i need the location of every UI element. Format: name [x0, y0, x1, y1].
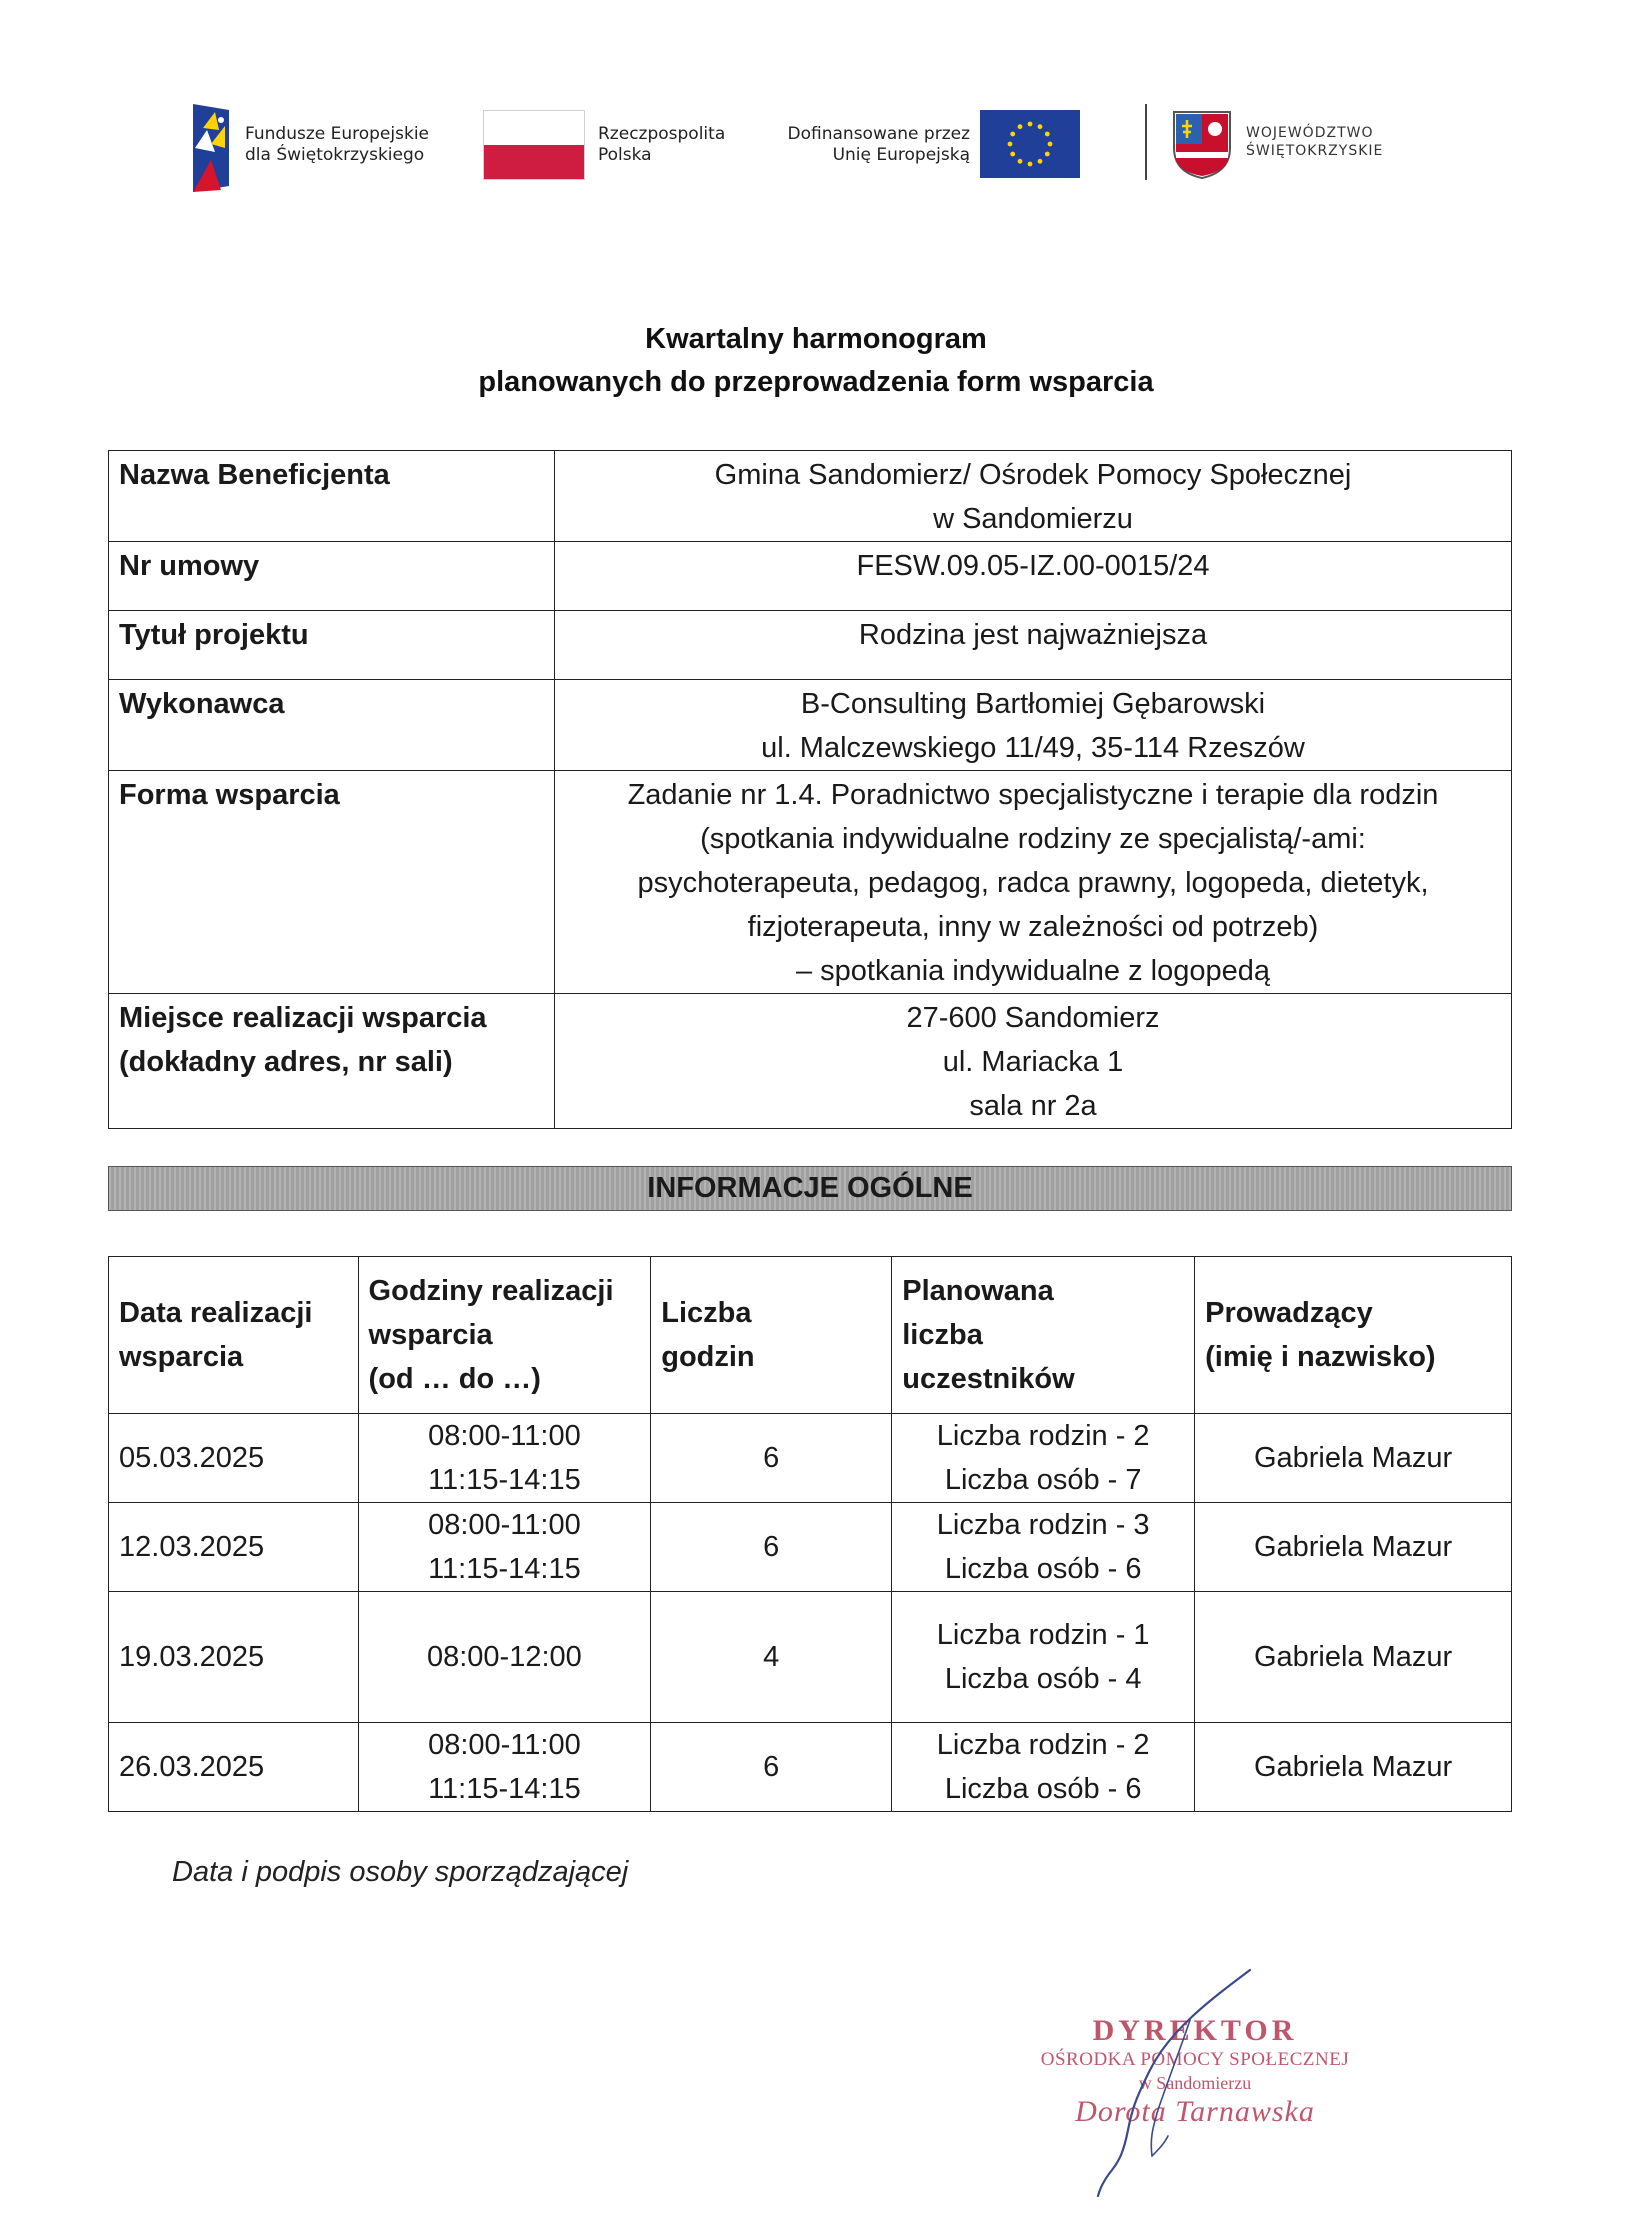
row-hours-line: 08:00-11:00 [428, 1420, 581, 1452]
eu-cofunding-line2: Unię Europejską [832, 145, 970, 165]
republic-of-poland-line1: Rzeczpospolita [598, 124, 726, 144]
header-hour-count [651, 1257, 892, 1414]
header-participants [892, 1257, 1195, 1414]
signature-label: Data i podpis osoby sporządzającej [172, 1856, 629, 1888]
contractor-label: Wykonawca [109, 680, 555, 771]
row-hour-count: 6 [651, 1503, 892, 1592]
table-row [109, 1723, 1512, 1812]
republic-of-poland-line2: Polska [598, 145, 652, 165]
header-hours [358, 1257, 651, 1414]
row-hours-line: 08:00-11:00 [428, 1729, 581, 1761]
european-funds-logo [185, 100, 445, 200]
european-funds-line1: Fundusze Europejskie [245, 124, 429, 144]
project-title-label: Tytuł projektu [109, 611, 555, 680]
row-hours-line: 11:15-14:15 [428, 1553, 581, 1585]
region-line1: WOJEWÓDZTWO [1246, 125, 1374, 141]
place-label-line1: Miejsce realizacji wsparcia [119, 1002, 487, 1034]
region-crest-icon [1170, 108, 1234, 180]
beneficiary-row [109, 451, 1512, 542]
row-leader: Gabriela Mazur [1195, 1503, 1512, 1592]
header-participants-line: Planowana [902, 1275, 1054, 1307]
region-line2: ŚWIĘTOKRZYSKIE [1246, 143, 1384, 159]
row-participants-line: Liczba osób - 6 [944, 1773, 1142, 1805]
stamp-institution: OŚRODKA POMOCY SPOŁECZNEJ [1040, 2049, 1350, 2070]
row-date: 19.03.2025 [109, 1592, 359, 1723]
row-leader: Gabriela Mazur [1195, 1723, 1512, 1812]
eu-cofunding-line1: Dofinansowane przez [787, 124, 970, 144]
row-participants [892, 1503, 1195, 1592]
contract-value: FESW.09.05-IZ.00-0015/24 [555, 542, 1512, 611]
place-value-line: ul. Mariacka 1 [942, 1046, 1124, 1078]
handwritten-signature-icon [1040, 1960, 1270, 2200]
stamp-name: Dorota Tarnawska [1075, 2095, 1315, 2128]
place-value [555, 994, 1512, 1129]
header-hour-count-line: godzin [661, 1341, 755, 1373]
contractor-value-line1: B-Consulting Bartłomiej Gębarowski [800, 688, 1266, 720]
european-funds-line2: dla Świętokrzyskiego [245, 145, 425, 165]
header-hours-line: Godziny realizacji [368, 1275, 614, 1307]
stamp-title: DYREKTOR [1092, 2014, 1298, 2047]
row-participants-line: Liczba rodzin - 1 [936, 1619, 1150, 1651]
row-hours [358, 1592, 651, 1723]
support-form-line: fizjoterapeuta, inny w zależności od potrzeb) [747, 911, 1319, 943]
row-date: 05.03.2025 [109, 1414, 359, 1503]
document-title [0, 318, 1632, 404]
header-participants-line: liczba [902, 1319, 983, 1351]
support-form-value [555, 771, 1512, 994]
row-hours-line: 11:15-14:15 [428, 1773, 581, 1805]
general-info-banner-text: INFORMACJE OGÓLNE [647, 1172, 973, 1204]
row-hour-count: 4 [651, 1592, 892, 1723]
row-participants-line: Liczba osób - 4 [944, 1663, 1142, 1695]
eu-cofunding-logo [775, 100, 1115, 200]
eu-flag-icon [980, 110, 1080, 178]
row-date: 12.03.2025 [109, 1503, 359, 1592]
row-participants-line: Liczba osób - 7 [944, 1464, 1142, 1496]
logo-separator [1145, 104, 1147, 180]
contractor-value [555, 680, 1512, 771]
row-hours-line: 08:00-12:00 [426, 1641, 582, 1673]
document-title-line2: planowanych do przeprowadzenia form wsparcia [478, 366, 1154, 398]
header-date-line: wsparcia [119, 1341, 244, 1373]
schedule-table [108, 1256, 1512, 1812]
place-value-line: sala nr 2a [969, 1090, 1097, 1122]
beneficiary-label: Nazwa Beneficjenta [109, 451, 555, 542]
table-row [109, 1592, 1512, 1723]
contractor-value-line2: ul. Malczewskiego 11/49, 35-114 Rzeszów [761, 732, 1305, 764]
row-participants [892, 1414, 1195, 1503]
row-hours-line: 08:00-11:00 [428, 1509, 581, 1541]
row-date: 26.03.2025 [109, 1723, 359, 1812]
row-participants [892, 1723, 1195, 1812]
project-title-row [109, 611, 1512, 680]
stamp-city: w Sandomierzu [1138, 2073, 1252, 2093]
general-info-banner [108, 1166, 1512, 1211]
row-hours [358, 1723, 651, 1812]
project-title-value: Rodzina jest najważniejsza [555, 611, 1512, 680]
european-funds-flag-icon [185, 100, 235, 192]
row-hours [358, 1414, 651, 1503]
swietokrzyskie-region-logo [1170, 100, 1460, 200]
header-date [109, 1257, 359, 1414]
header-leader-line: Prowadzący [1205, 1297, 1373, 1329]
support-form-line: – spotkania indywidualne z logopedą [795, 955, 1270, 987]
beneficiary-value [555, 451, 1512, 542]
support-form-label: Forma wsparcia [109, 771, 555, 994]
row-hour-count: 6 [651, 1414, 892, 1503]
beneficiary-value-line2: w Sandomierzu [933, 503, 1133, 535]
schedule-header-row [109, 1257, 1512, 1414]
row-participants-line: Liczba osób - 6 [944, 1553, 1142, 1585]
header-leader-line: (imię i nazwisko) [1205, 1341, 1436, 1373]
beneficiary-value-line1: Gmina Sandomierz/ Ośrodek Pomocy Społecznej [714, 459, 1352, 491]
project-info-table [108, 450, 1512, 1129]
row-participants [892, 1592, 1195, 1723]
support-form-line: Zadanie nr 1.4. Poradnictwo specjalistyczne i terapie dla rodzin [627, 779, 1439, 811]
row-participants-line: Liczba rodzin - 2 [936, 1729, 1150, 1761]
place-value-line: 27-600 Sandomierz [906, 1002, 1160, 1034]
row-hours-line: 11:15-14:15 [428, 1464, 581, 1496]
support-form-line: psychoterapeuta, pedagog, radca prawny, logopeda, dietetyk, [637, 867, 1429, 899]
row-leader: Gabriela Mazur [1195, 1592, 1512, 1723]
support-form-line: (spotkania indywidualne rodziny ze specjalistą/-ami: [700, 823, 1366, 855]
table-row [109, 1414, 1512, 1503]
header-participants-line: uczestników [902, 1363, 1075, 1395]
header-hours-line: wsparcia [368, 1319, 493, 1351]
header-date-line: Data realizacji [119, 1297, 313, 1329]
place-label-line2: (dokładny adres, nr sali) [119, 1046, 453, 1078]
contract-row [109, 542, 1512, 611]
row-participants-line: Liczba rodzin - 3 [936, 1509, 1150, 1541]
contractor-row [109, 680, 1512, 771]
support-form-row [109, 771, 1512, 994]
header-hour-count-line: Liczba [661, 1297, 752, 1329]
row-hours [358, 1503, 651, 1592]
place-label [109, 994, 555, 1129]
polish-flag-icon [483, 110, 585, 180]
contract-label: Nr umowy [109, 542, 555, 611]
header-hours-line: (od … do …) [368, 1363, 541, 1395]
row-leader: Gabriela Mazur [1195, 1414, 1512, 1503]
republic-of-poland-logo [483, 100, 733, 200]
row-participants-line: Liczba rodzin - 2 [936, 1420, 1150, 1452]
logo-bar [185, 100, 1455, 200]
table-row [109, 1503, 1512, 1592]
document-title-line1: Kwartalny harmonogram [645, 323, 987, 355]
row-hour-count: 6 [651, 1723, 892, 1812]
header-leader [1195, 1257, 1512, 1414]
place-row [109, 994, 1512, 1129]
